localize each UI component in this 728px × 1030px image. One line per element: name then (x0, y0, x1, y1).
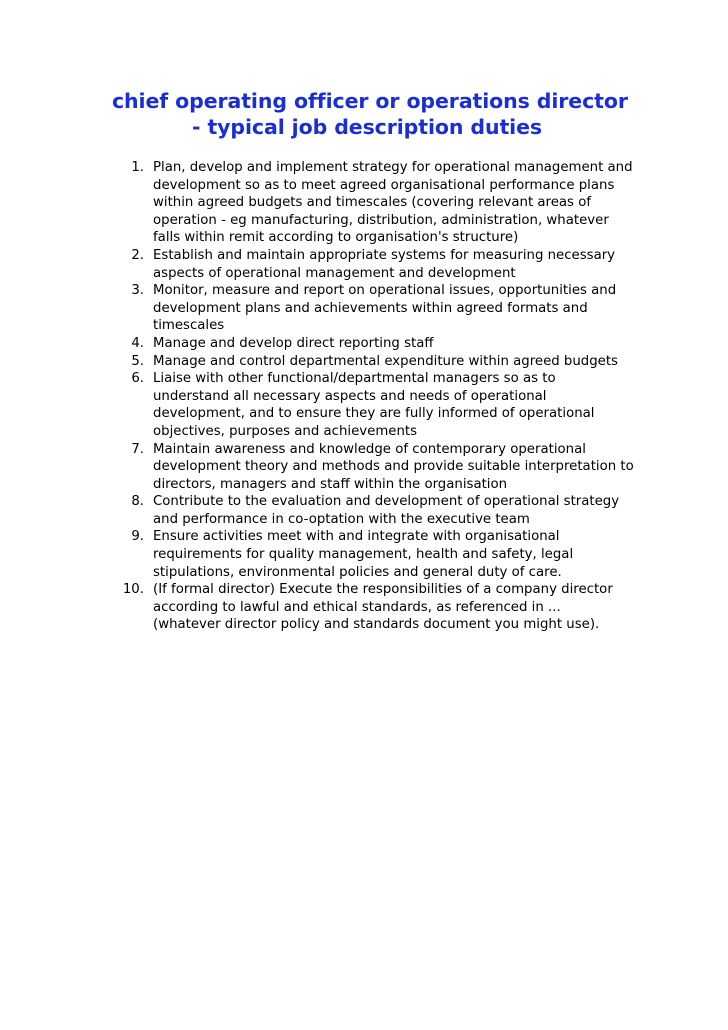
duty-text-line: Ensure activities meet with and integrate with organisational (153, 529, 560, 545)
duty-item-7 (114, 441, 634, 494)
duty-item-4 (114, 335, 634, 353)
duty-text-line: requirements for quality management, health and safety, legal (153, 547, 574, 563)
duties-list (114, 159, 634, 634)
duty-text-line: Maintain awareness and knowledge of contemporary operational (153, 441, 586, 457)
duty-text-line: development so as to meet agreed organisational performance plans (153, 177, 615, 193)
duty-text-line: Manage and control departmental expenditure within agreed budgets (153, 353, 618, 369)
duty-number: 7. (131, 441, 144, 457)
duty-text-line: (whatever director policy and standards document you might use). (153, 617, 600, 633)
duty-text-line: directors, managers and staff within the organisation (153, 476, 508, 492)
title-line-2: - typical job description duties (192, 115, 542, 139)
duty-item-10 (114, 581, 634, 634)
duty-number: 1. (131, 160, 144, 175)
duty-text-line: (If formal director) Execute the responsibilities of a company director (153, 582, 613, 598)
duty-item-9 (114, 528, 634, 581)
duty-number: 5. (131, 353, 144, 369)
duty-text-line: understand all necessary aspects and needs of operational (153, 388, 547, 404)
duty-text-line: within agreed budgets and timescales (covering relevant areas of (153, 195, 592, 211)
duty-number: 8. (131, 494, 144, 510)
duty-text-line: operation - eg manufacturing, distribution, administration, whatever (153, 212, 609, 228)
duty-text-line: Manage and develop direct reporting staff (153, 335, 434, 351)
duty-text-line: Liaise with other functional/departmental managers so as to (153, 371, 556, 387)
duty-item-8 (114, 493, 634, 528)
duty-item-5 (114, 353, 634, 371)
duty-item-2 (114, 247, 634, 282)
duty-text-line: development theory and methods and provide suitable interpretation to (153, 459, 634, 475)
duty-text-line: development plans and achievements within agreed formats and (153, 300, 588, 316)
duty-number: 9. (131, 529, 144, 545)
duty-text-line: Monitor, measure and report on operational issues, opportunities and (153, 283, 617, 299)
title-line-1: chief operating officer or operations director (112, 89, 628, 113)
duty-text-line: Plan, develop and implement strategy for operational management and (153, 160, 633, 175)
duty-text-line: falls within remit according to organisation's structure) (153, 230, 519, 246)
document-title (112, 88, 628, 140)
duty-text-line: and performance in co-optation with the executive team (153, 511, 530, 527)
duty-text-line: according to lawful and ethical standards, as referenced in ... (153, 599, 561, 615)
duty-number: 10. (122, 582, 144, 598)
duty-text-line: timescales (153, 318, 225, 334)
duty-text-line: Establish and maintain appropriate systems for measuring necessary (153, 247, 616, 263)
duty-text-line: aspects of operational management and development (153, 265, 516, 281)
duty-item-1 (114, 159, 634, 247)
duty-number: 6. (131, 371, 144, 387)
duty-text-line: development, and to ensure they are fully informed of operational (153, 406, 595, 422)
duty-text-line: Contribute to the evaluation and development of operational strategy (153, 494, 620, 510)
duty-item-3 (114, 282, 634, 335)
duty-number: 4. (131, 335, 144, 351)
duty-number: 2. (131, 247, 144, 263)
duty-text-line: stipulations, environmental policies and general duty of care. (153, 564, 562, 580)
duty-number: 3. (131, 283, 144, 299)
duty-text-line: objectives, purposes and achievements (153, 423, 418, 439)
duty-item-6 (114, 370, 634, 440)
